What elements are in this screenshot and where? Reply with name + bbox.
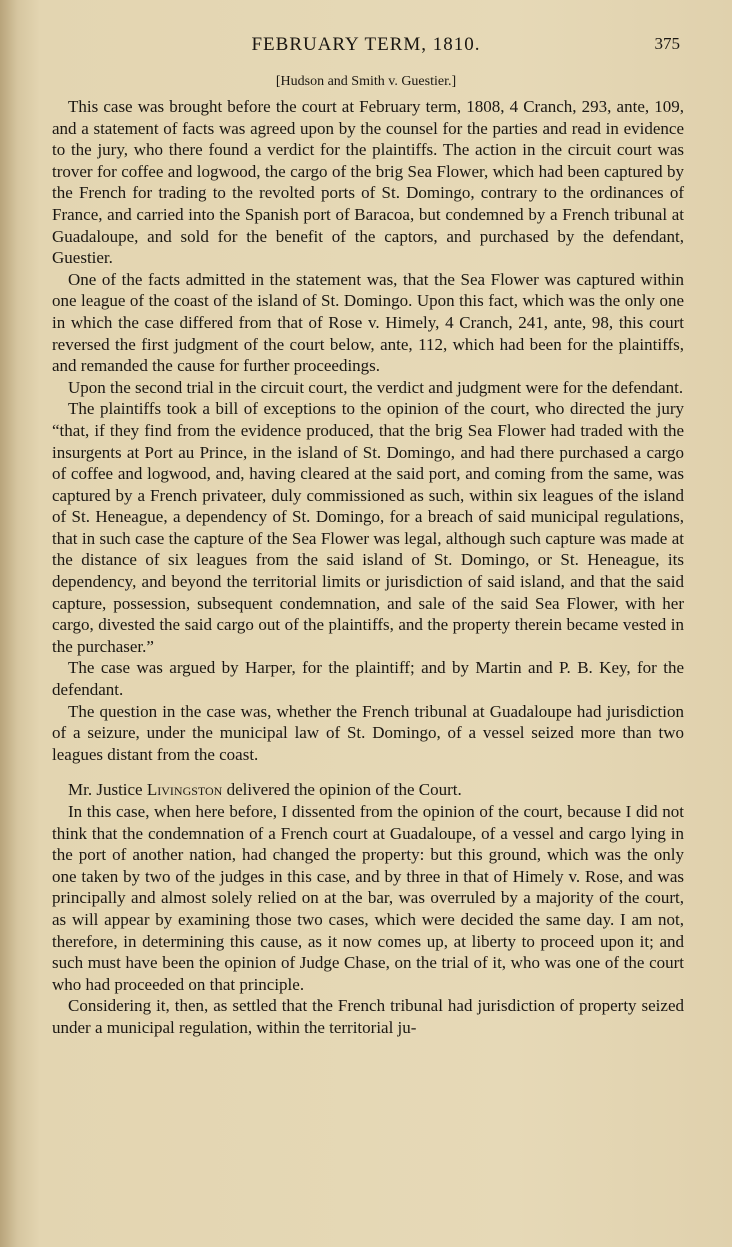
term-title: FEBRUARY TERM, 1810. xyxy=(251,34,481,55)
paragraph: Upon the second trial in the circuit court, the verdict and judgment were for the defendant. xyxy=(68,377,684,397)
paragraph: The case was argued by Harper, for the plaintiff; and by Martin and P. B. Key, for the defendant. xyxy=(52,658,684,700)
case-caption: [Hudson and Smith v. Guestier.] xyxy=(275,74,457,89)
opinion-intro xyxy=(52,779,684,801)
paragraph: The plaintiffs took a bill of exceptions to the opinion of the court, who directed the jury “that, if they find from the evidence produced, that the brig Sea Flower had traded with the insurgents at Port au Prince, in the island of St. Domingo, and had there purchased a cargo of coffee and logwood, and, having cleared at the said port, and coming from the same, was captured by a French privateer, duly commissioned as such, within six leagues of the island of St. Heneague, a dependency of St. Domingo, for a breach of said municipal regulations, that in such case the capture of the Sea Flower was legal, although such capture was made at the distance of six leagues from the said island of St. Domingo, or St. Heneague, its dependency, and beyond the territorial limits or jurisdiction of said island, and that the said capture, possession, subsequent condemnation, and sale of the said Sea Flower, with her cargo, divested the said cargo out of the plaintiffs, and the property therein became vested in the purchaser.” xyxy=(52,399,684,656)
opinion-intro-suffix: delivered the opinion of the Court. xyxy=(222,780,462,800)
opinion-paragraph: In this case, when here before, I dissented from the opinion of the court, because I did not think that the condemnation of a French court at Guadaloupe, of a vessel and cargo lying in the port of another nation, had changed the property: but this ground, which was the only one taken by two of the judges in this case, and by three in that of Himely v. Rose, and was principally and almost solely relied on at the bar, was overruled by a majority of the court, as will appear by examining those two cases, which were decided the same day. I am not, therefore, in determining this cause, as it now comes up, at liberty to proceed upon it; and such must have been the opinion of Judge Chase, on the trial of it, who was one of the court who had proceeded on that principle. xyxy=(52,802,684,994)
opinion-intro-prefix: Mr. Justice xyxy=(68,780,147,800)
justice-name: Livingston xyxy=(146,780,223,800)
opinion-paragraph: Considering it, then, as settled that the French tribunal had jurisdiction of property seized under a municipal regulation, within the territorial ju- xyxy=(52,996,684,1037)
running-head xyxy=(0,34,732,60)
paragraph: The question in the case was, whether the French tribunal at Guadaloupe had jurisdiction of a seizure, under the municipal law of St. Domingo, of a vessel seized more than two leagues distant from the coast. xyxy=(52,701,684,764)
paragraph: One of the facts admitted in the statement was, that the Sea Flower was captured within one league of the coast of the island of St. Domingo. Upon this fact, which was the only one in which the case differed from that of Rose v. Himely, 4 Cranch, 241, ante, 98, this court reversed the first judgment of the court below, ante, 112, which had been for the plaintiffs, and remanded the cause for further proceedings. xyxy=(52,269,684,376)
paragraph: This case was brought before the court at February term, 1808, 4 Cranch, 293, ante, 109, and a statement of facts was agreed upon by the counsel for the parties and read in evidence to the jury, who there found a verdict for the plaintiffs. The action in the circuit court was trover for coffee and logwood, the cargo of the brig Sea Flower, which had been captured by the French for trading to the revolted ports of St. Domingo, contrary to the ordinances of France, and carried into the Spanish port of Baracoa, but condemned by a French tribunal at Guadaloupe, and sold for the benefit of the captors, and purchased by the defendant, Guestier. xyxy=(52,97,684,268)
body-text xyxy=(52,96,684,1039)
page-number: 375 xyxy=(654,34,680,53)
